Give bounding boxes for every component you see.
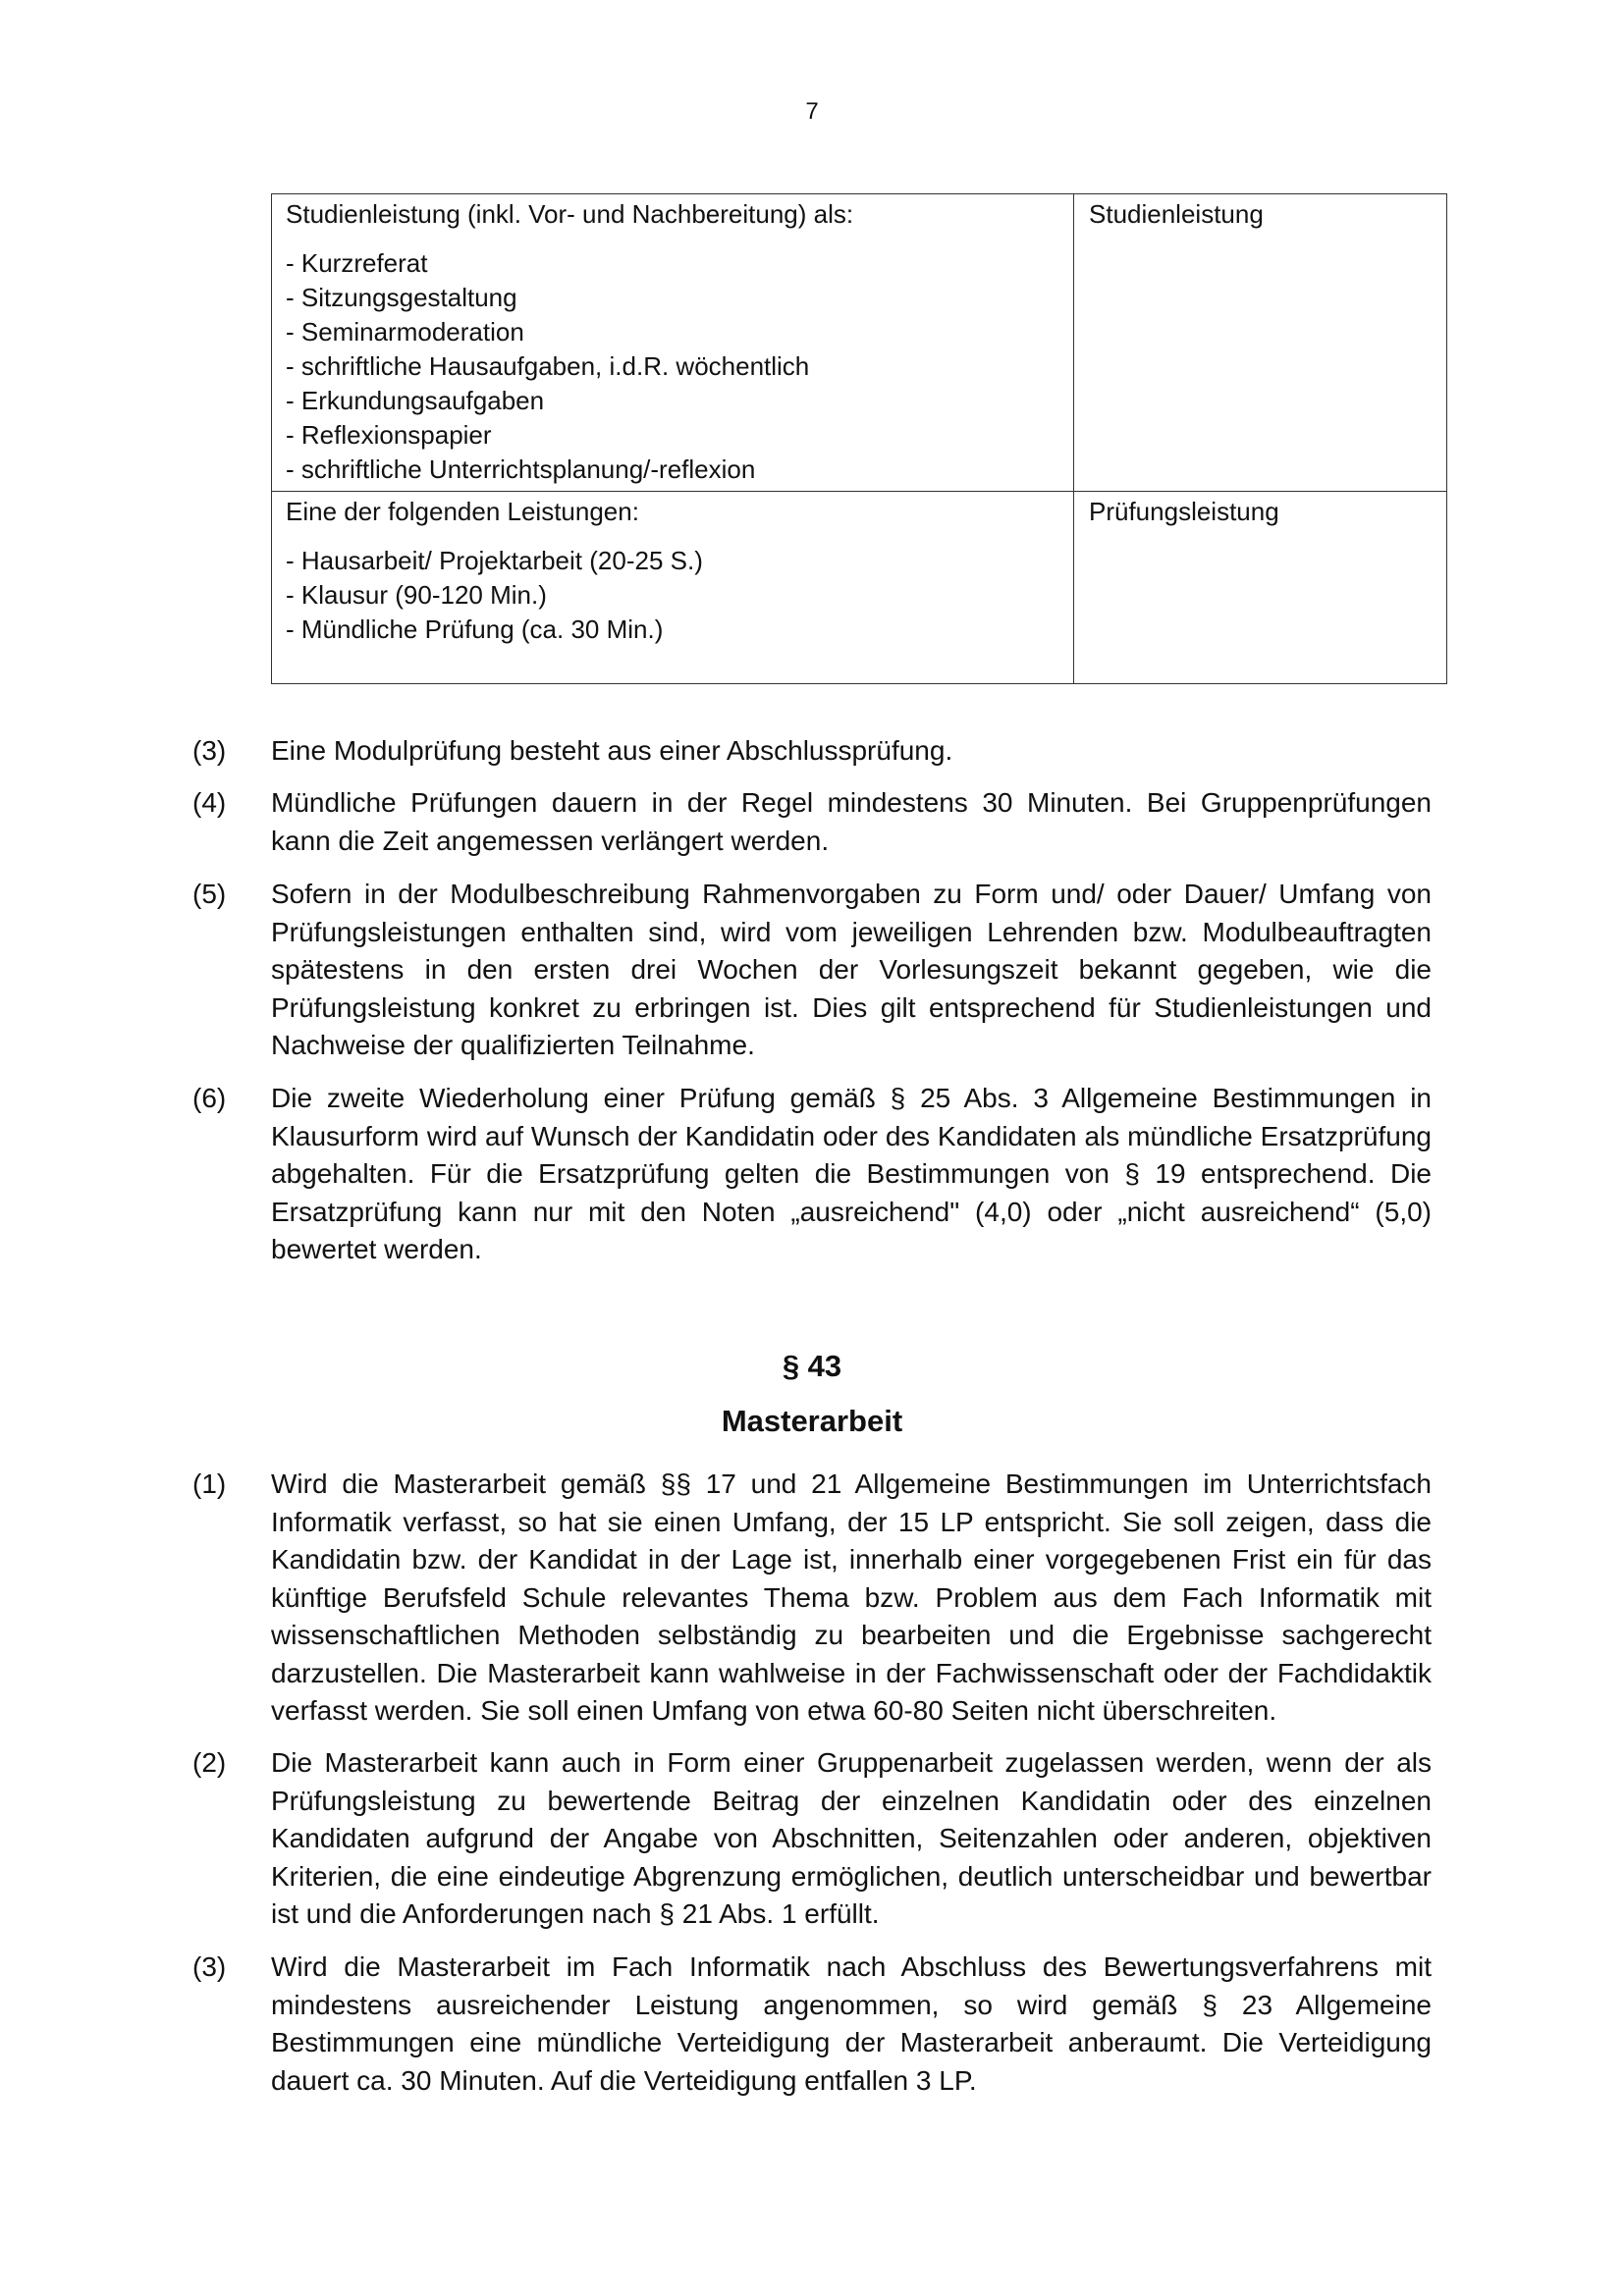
table-cell-description <box>272 194 1074 492</box>
requirement-list <box>286 246 1063 487</box>
list-item: - Reflexionspapier <box>286 420 492 450</box>
list-item: - Erkundungsaufgaben <box>286 386 545 415</box>
list-item: - schriftliche Unterrichtsplanung/-reflexion <box>286 454 756 484</box>
paragraph-text: Mündliche Prüfungen dauern in der Regel mindestens 30 Minuten. Bei Gruppenprüfungen kann die Zeit angemessen verlängert werden. <box>271 787 1432 856</box>
page-number: 7 <box>805 98 819 125</box>
paragraph-text: Eine Modulprüfung besteht aus einer Abschlussprüfung. <box>271 735 953 766</box>
paragraph-number: (2) <box>192 1747 227 1778</box>
list-item: - schriftliche Hausaufgaben, i.d.R. wöchentlich <box>286 351 810 381</box>
paragraph-5 <box>192 876 1432 1065</box>
paragraph-text: Sofern in der Modulbeschreibung Rahmenvorgaben zu Form und/ oder Dauer/ Umfang von Prüfungsleistungen enthalten sind, wird vom jeweiligen Lehrenden bzw. Modulbeauftragten spätestens in den ersten drei Wochen der Vorlesungszeit bekannt gegeben, wie die Prüfungsleistung konkret zu erbringen ist. Dies gilt entsprechend für Studienleistungen und Nachweise der qualifizierten Teilnahme. <box>271 879 1432 1060</box>
paragraph-text: Die Masterarbeit kann auch in Form einer Gruppenarbeit zugelassen werden, wenn der als Prüfungsleistung zu bewertende Beitrag der einzelnen Kandidatin oder des einzelnen Kandidaten aufgrund der Angabe von Abschnitten, Seitenzahlen oder anderen, objektiven Kriterien, die eine eindeutige Abgrenzung ermöglichen, deutlich unterscheidbar und bewertbar ist und die Anforderungen nach § 21 Abs. 1 erfüllt. <box>271 1747 1432 1929</box>
paragraph-3 <box>192 732 1432 771</box>
requirement-list <box>286 544 1063 647</box>
masterarbeit-paragraph-1 <box>192 1466 1432 1731</box>
paragraph-6 <box>192 1080 1432 1269</box>
list-item: - Mündliche Prüfung (ca. 30 Min.) <box>286 614 664 644</box>
table-cell-description <box>272 492 1074 684</box>
section-title: Masterarbeit <box>721 1404 903 1438</box>
paragraph-number: (4) <box>192 787 227 818</box>
section-heading <box>0 1347 1624 1441</box>
paragraph-text: Wird die Masterarbeit gemäß §§ 17 und 21 Allgemeine Bestimmungen im Unterrichtsfach Informatik verfasst, so hat sie einen Umfang, der 15 LP entspricht. Sie soll zeigen, dass die Kandidatin bzw. der Kandidat in der Lage ist, innerhalb einer vorgegebenen Frist ein für das künftige Berufsfeld Schule relevantes Thema bzw. Problem aus dem Fach Informatik mit wissenschaftlichen Methoden selbständig zu bearbeiten und die Ergebnisse sachgerecht darzustellen. Die Masterarbeit kann wahlweise in der Fachwissenschaft oder der Fachdidaktik verfasst werden. Sie soll einen Umfang von etwa 60-80 Seiten nicht überschreiten. <box>271 1468 1432 1726</box>
list-item: - Klausur (90-120 Min.) <box>286 580 547 610</box>
paragraph-number: (3) <box>192 735 227 766</box>
paragraph-text: Wird die Masterarbeit im Fach Informatik nach Abschluss des Bewertungsverfahrens mit mindestens ausreichender Leistung angenommen, so wird gemäß § 23 Allgemeine Bestimmungen eine mündliche Verteidigung der Masterarbeit anberaumt. Die Verteidigung dauert ca. 30 Minuten. Auf die Verteidigung entfallen 3 LP. <box>271 1951 1432 2096</box>
table-cell-type: Studienleistung <box>1074 194 1447 492</box>
paragraph-number: (5) <box>192 879 227 909</box>
masterarbeit-paragraph-3 <box>192 1949 1432 2100</box>
list-item: - Sitzungsgestaltung <box>286 283 517 312</box>
paragraph-4 <box>192 784 1432 860</box>
paragraph-number: (3) <box>192 1951 227 1982</box>
table-row <box>272 492 1447 684</box>
paragraph-number: (1) <box>192 1468 227 1499</box>
paragraph-text: Die zweite Wiederholung einer Prüfung gemäß § 25 Abs. 3 Allgemeine Bestimmungen in Klausurform wird auf Wunsch der Kandidatin oder des Kandidaten als mündliche Ersatzprüfung abgehalten. Für die Ersatzprüfung gelten die Bestimmungen von § 19 entsprechend. Die Ersatzprüfung kann nur mit den Noten „ausreichend" (4,0) oder „nicht ausreichend“ (5,0) bewertet werden. <box>271 1083 1432 1264</box>
paragraph-number: (6) <box>192 1083 227 1113</box>
list-item: - Seminarmoderation <box>286 317 524 347</box>
table-cell-type: Prüfungsleistung <box>1074 492 1447 684</box>
table-cell-heading: Studienleistung (inkl. Vor- und Nachbereitung) als: <box>286 199 854 229</box>
masterarbeit-paragraph-2 <box>192 1744 1432 1934</box>
list-item: - Hausarbeit/ Projektarbeit (20-25 S.) <box>286 546 703 575</box>
requirements-table <box>271 193 1447 684</box>
table-row <box>272 194 1447 492</box>
section-number: § 43 <box>782 1349 842 1383</box>
table-cell-heading: Eine der folgenden Leistungen: <box>286 497 639 526</box>
list-item: - Kurzreferat <box>286 248 428 278</box>
